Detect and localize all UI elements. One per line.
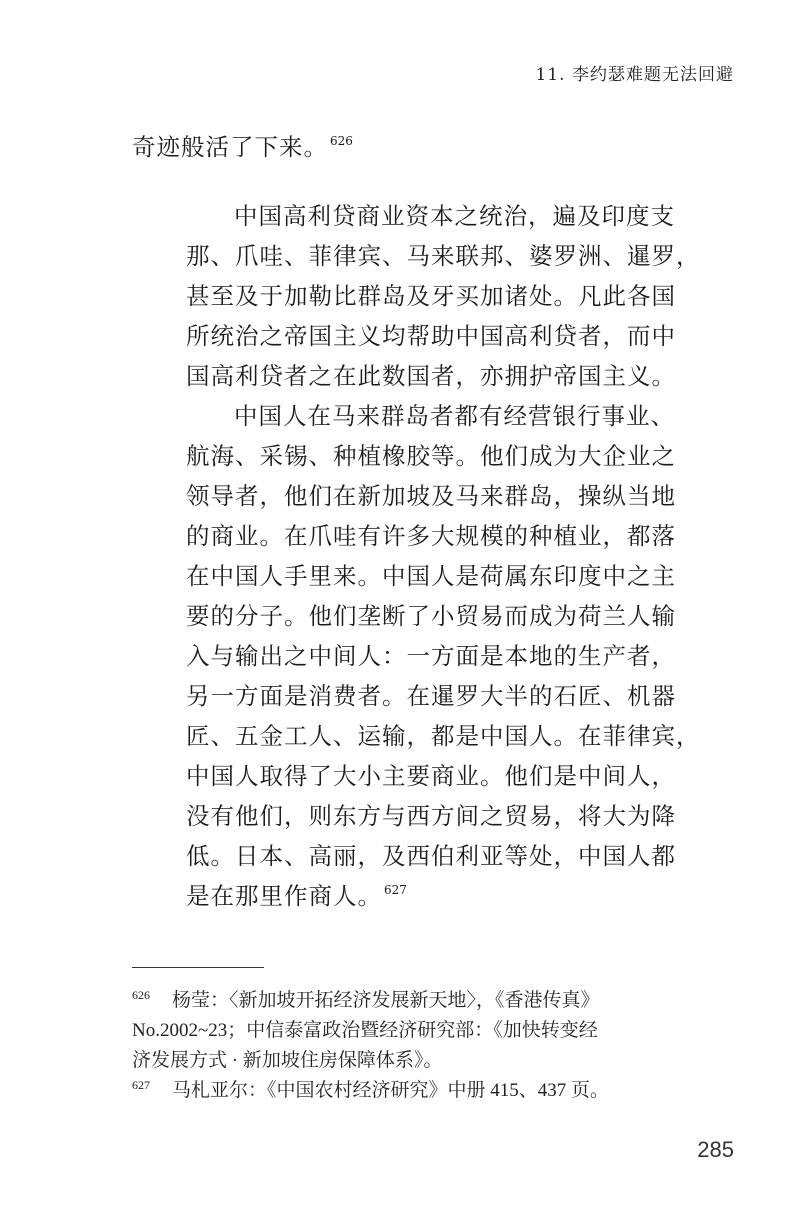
quote-line: 另一方面是消费者。在暹罗大半的石匠、机器 [186, 682, 676, 710]
quote-line: 低。日本、高丽，及西伯利亚等处，中国人都 [186, 842, 676, 870]
footnote-627 [132, 1075, 609, 1102]
footnote-text: 杨莹：〈新加坡开拓经济发展新天地〉，《香港传真》 [172, 990, 600, 1011]
footnote-626-line-1 [132, 985, 600, 1012]
footnote-number: 626 [132, 988, 150, 1002]
quote-line: 的商业。在爪哇有许多大规模的种植业，都落 [186, 522, 676, 550]
quote-line: 在中国人手里来。中国人是荷属东印度中之主 [186, 562, 676, 590]
footnote-rule [132, 967, 264, 968]
quote-line: 中国高利贷商业资本之统治，遍及印度支 [234, 202, 675, 230]
note-ref-626: 626 [330, 134, 353, 148]
lead-line [132, 128, 353, 162]
quote-line: 那、爪哇、菲律宾、马来联邦、婆罗洲、暹罗， [186, 242, 701, 270]
footnote-text: 马札亚尔：《中国农村经济研究》中册 415、437 页。 [172, 1080, 610, 1101]
page-number: 285 [697, 1137, 734, 1162]
quote-line: 要的分子。他们垄断了小贸易而成为荷兰人输 [186, 602, 676, 630]
quote-line: 甚至及于加勒比群岛及牙买加诸处。凡此各国 [186, 282, 676, 310]
note-ref-627: 627 [384, 883, 407, 897]
lead-line-text: 奇迹般活了下来。 [132, 133, 328, 161]
quote-line: 领导者，他们在新加坡及马来群岛，操纵当地 [186, 482, 676, 510]
footnote-number: 627 [132, 1078, 150, 1092]
quote-line: 所统治之帝国主义均帮助中国高利贷者，而中 [186, 322, 676, 350]
quote-line: 入与输出之中间人：一方面是本地的生产者， [186, 642, 676, 670]
running-head: 11. 李约瑟难题无法回避 [535, 65, 734, 85]
quote-line [186, 877, 407, 911]
quote-line: 国高利贷者之在此数国者，亦拥护帝国主义。 [186, 362, 676, 390]
quote-line: 匠、五金工人、运输，都是中国人。在菲律宾， [186, 722, 701, 750]
quote-line-text: 是在那里作商人。 [186, 882, 382, 910]
quote-line: 没有他们，则东方与西方间之贸易，将大为降 [186, 802, 676, 830]
quote-line: 航海、采锡、种植橡胶等。他们成为大企业之 [186, 442, 676, 470]
footnote-626-line-2: No.2002~23；中信泰富政治暨经济研究部：《加快转变经 [132, 1020, 598, 1041]
footnote-626-line-3: 济发展方式 · 新加坡住房保障体系》。 [132, 1050, 443, 1071]
quote-line: 中国人在马来群岛者都有经营银行事业、 [234, 402, 675, 430]
quote-line: 中国人取得了大小主要商业。他们是中间人， [186, 762, 676, 790]
